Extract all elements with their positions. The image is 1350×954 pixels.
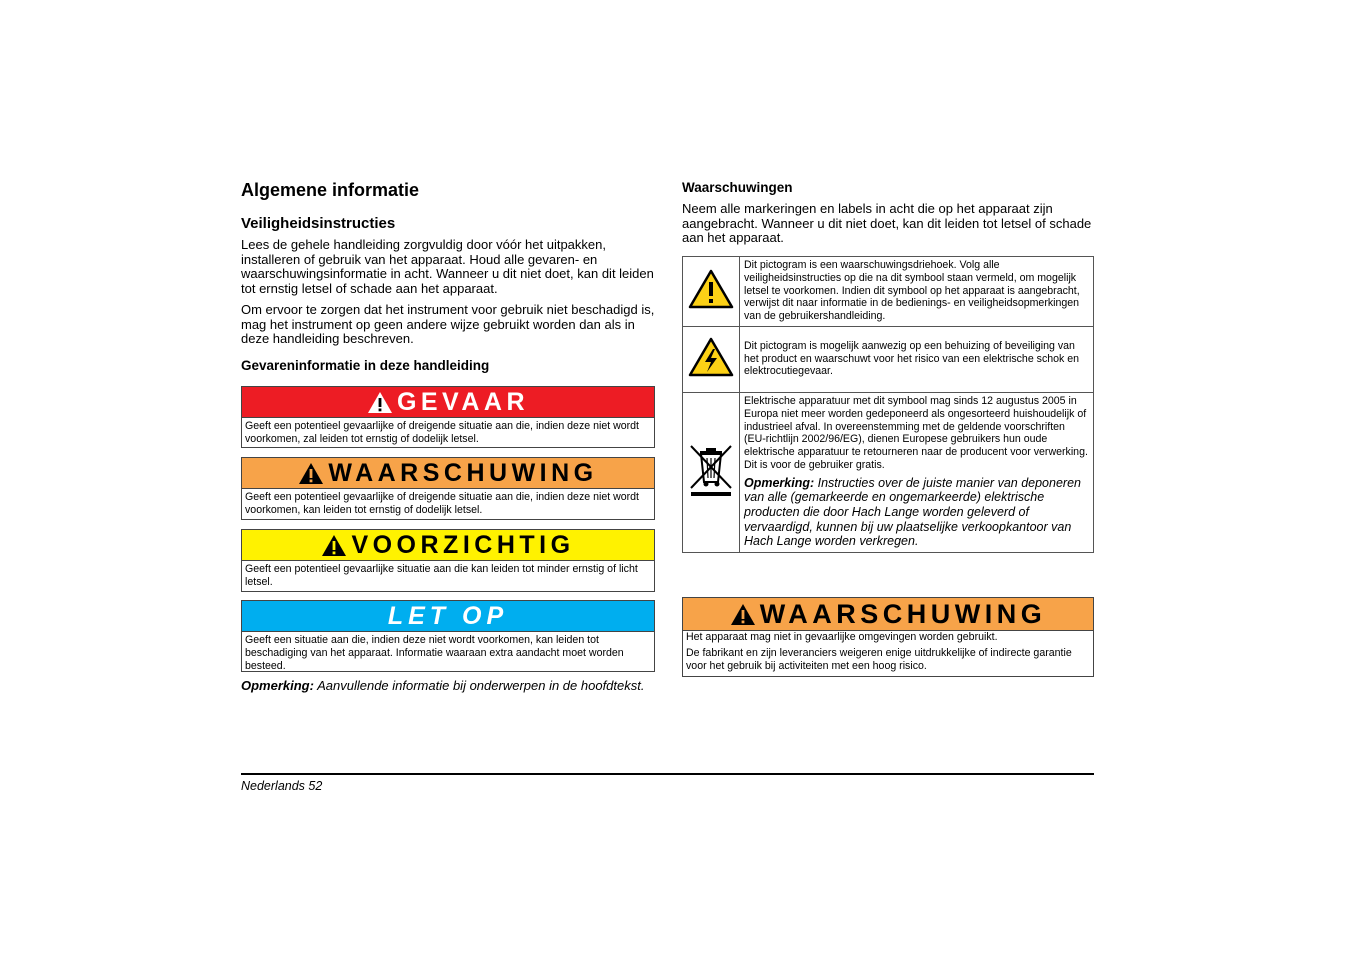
warning-triangle-icon (367, 391, 393, 414)
hazard-box-warning (241, 457, 655, 520)
hazard-box-notice (241, 600, 655, 672)
pictogram-text: Dit pictogram is mogelijk aanwezig op een behuizing of beveiliging van het product en waarschuwt voor het risico van een elektrische schok en elektrocutiegevaar. (740, 327, 1094, 393)
page-title: Algemene informatie (241, 180, 420, 200)
electric-shock-icon (688, 337, 734, 377)
hazard-word-caution: VOORZICHTIG (351, 530, 575, 559)
hazard-text-caution: Geeft een potentieel gevaarlijke situatie aan die kan leiden tot minder ernstig of licht letsel. (245, 563, 638, 588)
note-label: Opmerking: (241, 678, 314, 693)
pictogram-text: Dit pictogram is een waarschuwingsdriehoek. Volg alle veiligheidsinstructies op die na dit symbool staan vermeld, om mogelijk letsel te voorkomen. Indien dit symbool op het apparaat is aangebracht, verwijst dit naar informatie in de bedienings- en veiligheidsopmerkingen van de gebruikershandleiding. (740, 257, 1094, 327)
section-heading-safety: Veiligheidsinstructies (241, 215, 396, 232)
note-paragraph (241, 678, 644, 693)
note-text: Aanvullende informatie bij onderwerpen in de hoofdtekst. (313, 678, 645, 693)
page-footer: Nederlands 52 (241, 779, 323, 793)
table-row (683, 327, 1094, 393)
hazard-word-warning: WAARSCHUWING (328, 458, 598, 487)
warning-triangle-icon (298, 462, 324, 485)
warning-triangle-icon (730, 603, 756, 626)
weee-note-text: Instructies over de juiste manier van deponeren van alle (gemarkeerde en ongemarkeerde) elektrische producten die door Hach Lange worden geleverd of vervaardigd, kunnen bij uw plaatselijke verkoopkantoor van Hach Lange worden verkregen. (744, 475, 1081, 549)
pictogram-cell (683, 327, 740, 393)
hazard-text-warning: Geeft een potentieel gevaarlijke of dreigende situatie aan die, indien deze niet wordt voorkomen, kan leiden tot ernstig of dodelijk letsel. (245, 491, 640, 516)
warning-triangle-icon (688, 269, 734, 309)
hazard-header-warning-device (683, 598, 1093, 631)
hazard-header-danger (242, 387, 654, 418)
hazard-box-warning-device (682, 597, 1094, 677)
weee-note (744, 476, 1089, 549)
warnings-intro: Neem alle markeringen en labels in acht die op het apparaat zijn aangebracht. Wanneer u dit niet doet, kan dit leiden tot letsel of schade aan het apparaat. (682, 201, 1092, 246)
hazard-text-danger: Geeft een potentieel gevaarlijke of dreigende situatie aan die, indien deze niet wordt voorkomen, zal leiden tot ernstig of dodelijk letsel. (245, 420, 640, 445)
table-row (683, 257, 1094, 327)
pictogram-table (682, 256, 1094, 553)
hazard-text-notice: Geeft een situatie aan die, indien deze niet wordt voorkomen, kan leiden tot beschadiging van het apparaat. Informatie waaraan extra aandacht moet worden besteed. (245, 634, 624, 672)
pictogram-cell (683, 257, 740, 327)
hazard-header-warning (242, 458, 654, 489)
hazard-word-danger: GEVAAR (396, 387, 530, 416)
footer-rule (241, 773, 1094, 775)
safety-paragraph-2: Om ervoor te zorgen dat het instrument voor gebruik niet beschadigd is, mag het instrument op geen andere wijze gebruikt worden dan als in deze handleiding beschreven. (241, 302, 655, 347)
crossed-bin-icon (687, 442, 735, 498)
warning-line-2: De fabrikant en zijn leveranciers weigeren enige uitdrukkelijke of indirecte garantie voor het gebruik bij activiteiten met een hoog risico. (686, 646, 1072, 672)
warning-triangle-icon (321, 534, 347, 557)
weee-text-2: (EU-richtlijn 2002/96/EG), dienen Europese gebruikers hun oude elektrische apparatuur te retourneren naar de producent voor verwerking. Dit is voor de gebruiker gratis. (744, 433, 1088, 471)
pictogram-cell (683, 393, 740, 553)
hazard-box-danger (241, 386, 655, 448)
table-row (683, 393, 1094, 553)
hazard-header-notice (242, 601, 654, 632)
safety-paragraph-1: Lees de gehele handleiding zorgvuldig door vóór het uitpakken, installeren of gebruik van het apparaat. Houd alle gevaren- en waarschuwingsinformatie in acht. Wanneer u dit niet doet, kan dit leiden tot ernstig letsel of schade aan het apparaat. (241, 237, 654, 296)
weee-note-label: Opmerking: (744, 475, 815, 490)
section-heading-warnings: Waarschuwingen (682, 180, 793, 195)
hazard-word-notice: LET OP (387, 601, 509, 630)
section-heading-hazards: Gevareninformatie in deze handleiding (241, 358, 490, 373)
pictogram-text (740, 393, 1094, 553)
hazard-header-caution (242, 530, 654, 561)
hazard-box-caution (241, 529, 655, 592)
hazard-text-warning-device (683, 631, 1093, 675)
hazard-word-warning-device: WAARSCHUWING (759, 598, 1047, 629)
warning-line-1: Het apparaat mag niet in gevaarlijke omgevingen worden gebruikt. (686, 631, 998, 643)
weee-text-1: Elektrische apparatuur met dit symbool mag sinds 12 augustus 2005 in Europa niet meer worden gedeponeerd als ongesorteerd huishoudelijk of industrieel afval. In overeenstemming met de geldende voorschriften (744, 395, 1087, 433)
